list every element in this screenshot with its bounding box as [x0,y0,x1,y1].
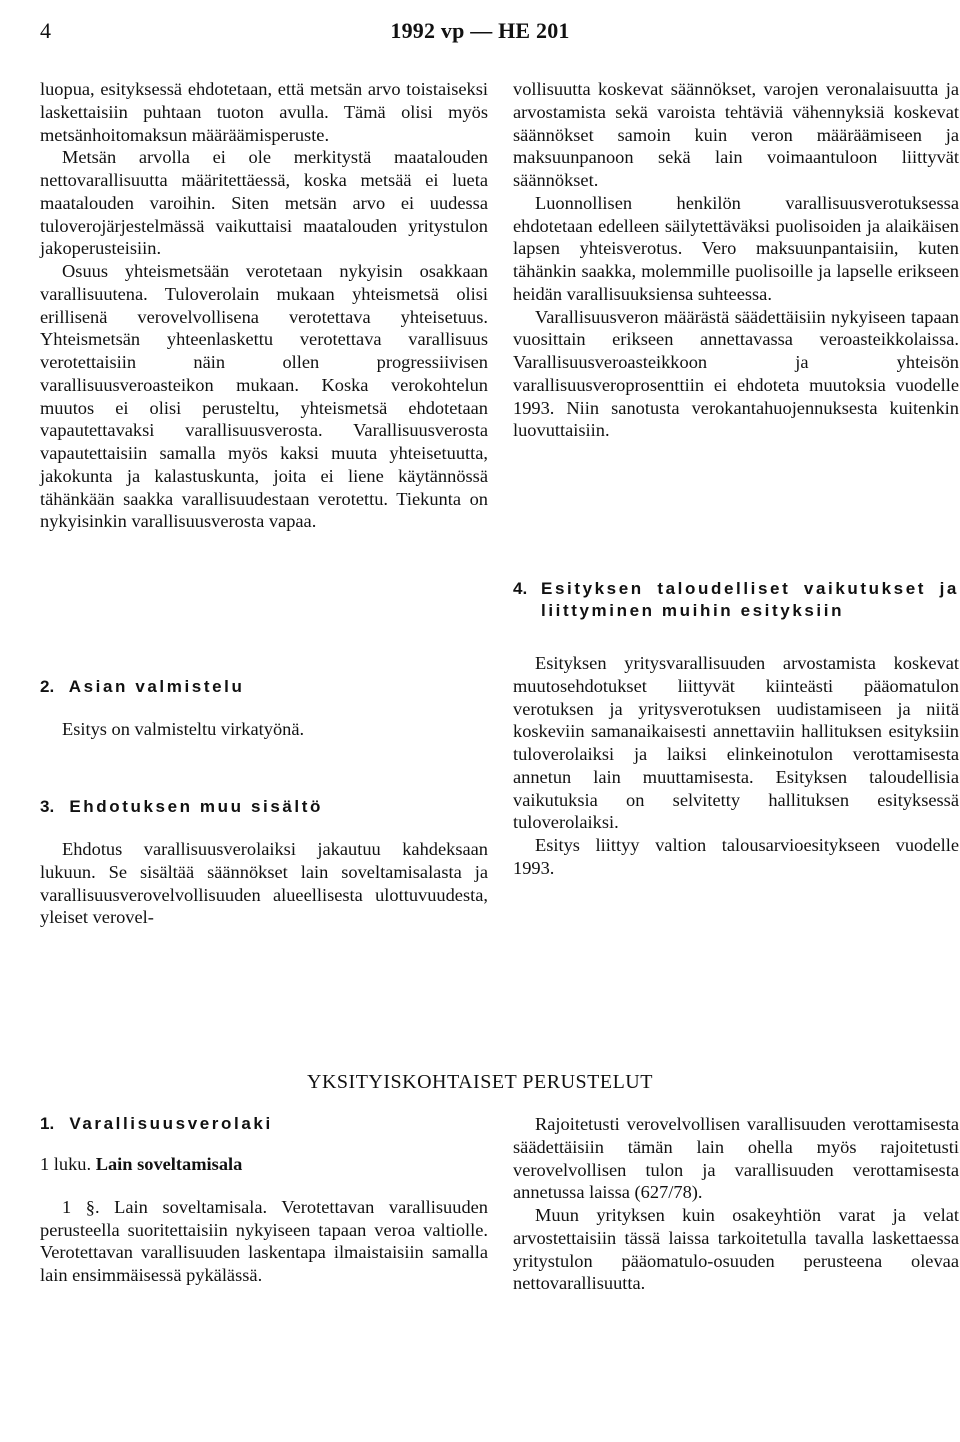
section-title: Asian valmistelu [68,677,245,696]
section-heading [513,578,959,622]
law-right-column [513,1113,959,1295]
chapter-title: Lain soveltamisala [95,1154,243,1174]
paragraph: Ehdotus varallisuusverolaiksi jakautuu kahdeksaan lukuun. Se sisältää säännökset lain soveltamisalasta ja varallisuusverovelvollisuuden alueellisesta ulottuvuudesta, yleiset verovel- [40,839,488,928]
paragraph: 1 §. Lain soveltamisala. Verotettavan varallisuuden perusteella suoritettaisiin nykyiseen tapaan veroa valtiolle. Verotettavan varallisuuden laskentapa ilmaistaisiin samalla lain ensimmäisessä pykälässä. [40,1196,488,1285]
section-heading [40,676,488,698]
law-section [40,1113,488,1287]
paragraph: luopua, esityksessä ehdotetaan, että metsän arvo toistaiseksi laskettaisiin puhtaan tuoton avulla. Tämä olisi myös metsänhoitomaksun määräämisperuste. [40,79,488,145]
paragraph: Esitys liittyy valtion talousarvioesitykseen vuodelle 1993. [513,835,959,878]
paragraph: Esitys on valmisteltu virkatyönä. [62,719,305,739]
section-4 [513,578,959,880]
paragraph: Metsän arvolla ei ole merkitystä maatalouden nettovarallisuutta määritettäessä, koska metsää ei lueta maatalouden varoihin. Siten metsän arvo ei uudessa tuloverojärjestelmässä vaikuttaisi maatalouden yritystulon jakoperusteisiin. [40,147,488,259]
paragraph: vollisuutta koskevat säännökset, varojen veronalaisuutta ja arvostamista sekä varoista tehtäviä vähennyksiä koskevat säännökset samoin kuin veron määräämiseen ja maksuunpanoon sekä lain voimaantuloon liittyvät säännökset. [513,79,959,190]
section-title: Ehdotuksen muu sisältö [69,797,323,816]
chapter-heading [40,1153,488,1176]
paragraph: Muun yrityksen kuin osakeyhtiön varat ja velat arvostettaisiin tässä laissa tarkoitetulla tavalla laskettaessa yritystulon pääomatulo-osuuden perusteena olevaa nettovarallisuutta. [513,1205,959,1294]
chapter-number: 1 luku. [40,1154,92,1174]
section-2 [40,676,488,741]
paragraph: Osuus yhteismetsään verotetaan nykyisin osakkaan varallisuutena. Tuloverolain mukaan yhteismetsä olisi erillisenä verovelvollisena verotettava yhteisetuus. Yhteismetsän yhteenlaskettu verotettava varallisuus verotettaisiin näin ollen progressiivisen varallisuusveroasteikon mukaan. Koska verokohtelun muutos ei olisi perusteltu, yhteismetsä ehdotetaan vapautettavaksi varallisuusverosta. Varallisuusverosta vapautettaisiin samalla myös kaksi muuta yhteisetuutta, jakokunta ja kalastuskunta, joita ei liene käytännössä tähänkään saakka varallisuudestaan verotettu. Tiekunta on nykyisinkin varallisuusverosta vapaa. [40,261,488,532]
left-column-top [40,78,488,533]
paragraph: Esityksen yritysvarallisuuden arvostamista koskevat muutosehdotukset liittyvät kiinteästi pääomatulon verotuksen ja yritysverotuksen uudistamiseen ja niitä koskeviin samanaikaisesti annettaviin hallituksen esityksiin tuloverolaiksi ja laiksi elinkeinotulon verottamisesta annetun lain muuttamisesta. Esityksen taloudellisia vaikutuksia on selvitetty hallituksen esityksessä tuloverolaiksi. [513,653,959,833]
law-heading [40,1113,488,1135]
law-title: Varallisuusverolaki [69,1114,273,1133]
running-head: 1992 vp — HE 201 [390,18,570,43]
section-number: 1. [40,1114,55,1133]
section-number: 2. [40,677,55,696]
right-column-top [513,78,959,442]
section-title: Esityksen taloudelliset vaikutukset ja liittyminen muihin esityksiin [541,579,959,620]
section-heading [40,796,488,818]
page-number: 4 [40,18,51,43]
paragraph: Rajoitetusti verovelvollisen varallisuuden verottamisesta säädettäisiin tämän lain ohella myös rajoitetusti verovelvollisen tulon ja varallisuuden verottamisesta annetussa laissa (627/78). [513,1114,959,1203]
section-number: 4. [513,579,528,598]
paragraph: Varallisuusveron määrästä säädettäisiin nykyiseen tapaan vuosittain erikseen annettavassa veroasteikkolaissa. Varallisuusveroasteikkoon ja yhteisön varallisuusveroprosenttiin ei ehdoteta muutoksia vuodelle 1993. Niin sanotusta verokantahuojennuksesta kuitenkin luovuttaisiin. [513,306,959,441]
main-heading: YKSITYISKOHTAISET PERUSTELUT [307,1071,653,1093]
paragraph: Luonnollisen henkilön varallisuusverotuksessa ehdotetaan edelleen säilytettäväksi puolisoiden ja alaikäisen lapsen yhteisverotus. Vero maksuunpantaisiin, kuten tähänkin saakka, molemmille puolisoille ja lapselle erikseen heidän varallisuuksiensa suhteessa. [513,192,959,304]
section-number: 3. [40,797,55,816]
section-3 [40,796,488,929]
